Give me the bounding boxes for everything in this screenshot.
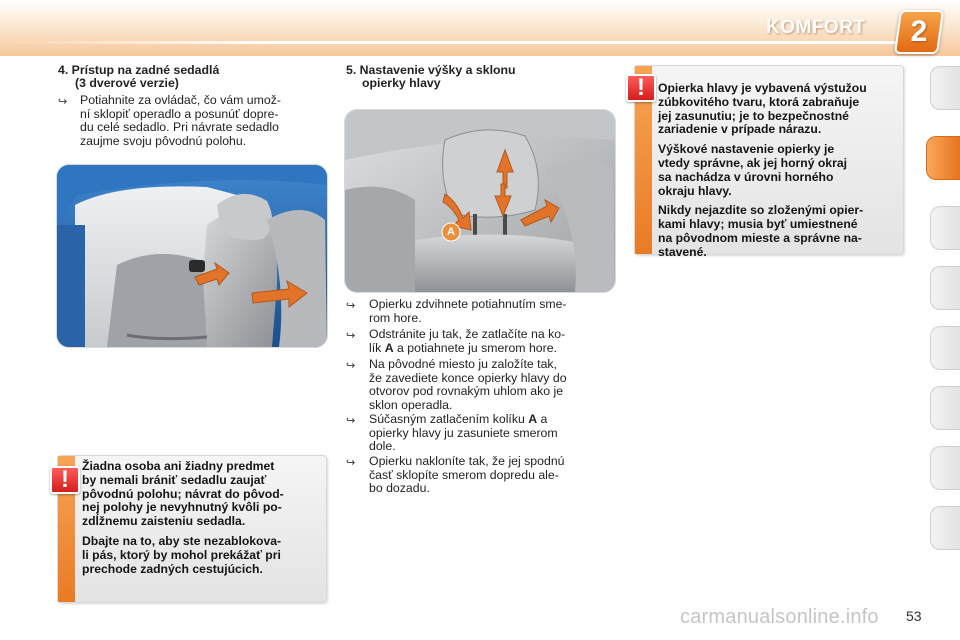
text-line: Žiadna osoba ani žiadny predmet xyxy=(82,459,275,473)
section-5-heading: 5. Nastavenie výšky a sklonu xyxy=(346,63,516,77)
text-line: sa nachádza v úrovni horného xyxy=(658,169,834,184)
bullet-2 xyxy=(369,328,615,355)
text-span: a xyxy=(537,412,548,426)
text-line: dole. xyxy=(369,439,396,454)
text-line: opierky hlavy ju zasuniete smerom xyxy=(369,425,558,440)
page-number: 53 xyxy=(906,608,922,624)
chapter-tab-7[interactable] xyxy=(930,446,960,490)
text-line: sklon operadla. xyxy=(369,397,453,412)
text-line: Nikdy nejazdite so zloženými opier- xyxy=(658,203,864,218)
chapter-tab-4[interactable] xyxy=(930,266,960,310)
text-line: stavené. xyxy=(658,244,707,259)
text-line: prechode zadných cestujúcich. xyxy=(82,561,263,576)
text-line: Dbajte na to, aby ste nezablokova- xyxy=(82,533,282,548)
section-title: KOMFORT xyxy=(766,17,866,38)
text-line xyxy=(369,342,615,356)
text-line: pôvodnú polohu; návrat do pôvod- xyxy=(82,486,284,501)
label-a-bold: A xyxy=(384,340,394,355)
chapter-tab-3[interactable] xyxy=(930,206,960,250)
bullet-3 xyxy=(369,358,615,412)
text-line: Opierku nakloníte tak, že jej spodnú xyxy=(369,454,565,468)
bullet-1 xyxy=(369,298,615,325)
text-line: Odstránite ju tak, že zatlačíte na ko- xyxy=(369,327,566,341)
text-line: Opierku zdvihnete potiahnutím sme- xyxy=(369,297,567,311)
chapter-tabs xyxy=(930,66,960,576)
text-line: ní sklopiť operadlo a posunúť dopre- xyxy=(80,106,279,121)
section-4-heading: 4. Prístup na zadné sedadlá xyxy=(58,63,220,77)
text-span: lík xyxy=(369,340,385,355)
chapter-tab-2-active[interactable] xyxy=(926,136,960,180)
warning-icon: ! xyxy=(50,466,80,494)
chapter-tab-6[interactable] xyxy=(930,386,960,430)
text-line: zaujme svoju pôvodnú polohu. xyxy=(80,133,247,148)
text-line: zariadenie v prípade nárazu. xyxy=(658,122,822,137)
label-a-bold: A xyxy=(528,412,538,426)
bullet-icon: ↪ xyxy=(346,330,356,342)
text-line: du celé sedadlo. Pri návrate sedadlo xyxy=(80,120,279,135)
text-line: by nemali brániť sedadlu zaujať xyxy=(82,472,267,487)
text-line: otvorov pod rovnakým uhlom ako je xyxy=(369,384,564,399)
section-4-paragraph xyxy=(80,94,326,148)
photo-rear-seat-access xyxy=(57,165,327,347)
bullet-icon: ↪ xyxy=(346,360,356,372)
text-line: zdĺžnemu zaisteniu sedadla. xyxy=(82,514,246,529)
text-line: li pás, ktorý by mohol prekážať pri xyxy=(82,547,281,562)
text-line: nej polohy je nevyhnutný kvôli po- xyxy=(82,500,282,515)
chapter-tab-1[interactable] xyxy=(930,66,960,110)
photo-headrest-illustration xyxy=(345,110,615,292)
text-line: na pôvodnom mieste a správne na- xyxy=(658,230,862,245)
bullet-icon: ↪ xyxy=(346,457,356,469)
text-line: rom hore. xyxy=(369,310,422,325)
text-line: kami hlavy; musia byť umiestnené xyxy=(658,217,858,232)
text-line: Na pôvodné miesto ju založíte tak, xyxy=(369,357,557,371)
photo-rear-seat-illustration xyxy=(57,165,327,347)
warning-left-text xyxy=(82,460,322,576)
text-line: bo dozadu. xyxy=(369,481,430,496)
section-4-subheading: (3 dverové verzie) xyxy=(75,76,179,90)
text-line: Potiahnite za ovládač, čo vám umož- xyxy=(80,93,281,107)
watermark: carmanualsonline.info xyxy=(680,606,879,628)
bullet-icon: ↪ xyxy=(346,300,356,312)
bullet-5 xyxy=(369,455,615,496)
text-line: vtedy správne, ak jej horný okraj xyxy=(658,155,847,170)
header-stripe xyxy=(0,41,900,44)
text-line: okraju hlavy. xyxy=(658,183,732,198)
text-line: jej zasunutiu; je to bezpečnostné xyxy=(658,108,849,123)
chapter-tab-8[interactable] xyxy=(930,506,960,550)
section-5-subheading: opierky hlavy xyxy=(362,76,441,90)
text-line: zúbkovitého tvaru, ktorá zabraňuje xyxy=(658,94,860,109)
chapter-number: 2 xyxy=(910,15,928,48)
text-line xyxy=(369,413,615,427)
text-line: Výškové nastavenie opierky je xyxy=(658,142,835,157)
warning-right-text xyxy=(658,82,898,260)
text-line: časť sklopíte smerom dopredu ale- xyxy=(369,467,559,482)
bullet-icon: ↪ xyxy=(58,96,68,108)
bullet-icon: ↪ xyxy=(346,415,356,427)
photo-headrest-adjustment xyxy=(345,110,615,292)
text-span: Súčasným zatlačením kolíku xyxy=(369,412,529,426)
warning-icon: ! xyxy=(626,74,656,102)
text-line: že zavediete konce opierky hlavy do xyxy=(369,370,567,385)
chapter-tab-5[interactable] xyxy=(930,326,960,370)
photo-label-a: A xyxy=(447,226,455,238)
bullet-4 xyxy=(369,413,615,454)
text-span: a potiahnete ju smerom hore. xyxy=(393,340,557,355)
text-line: Opierka hlavy je vybavená výstužou xyxy=(658,81,867,95)
